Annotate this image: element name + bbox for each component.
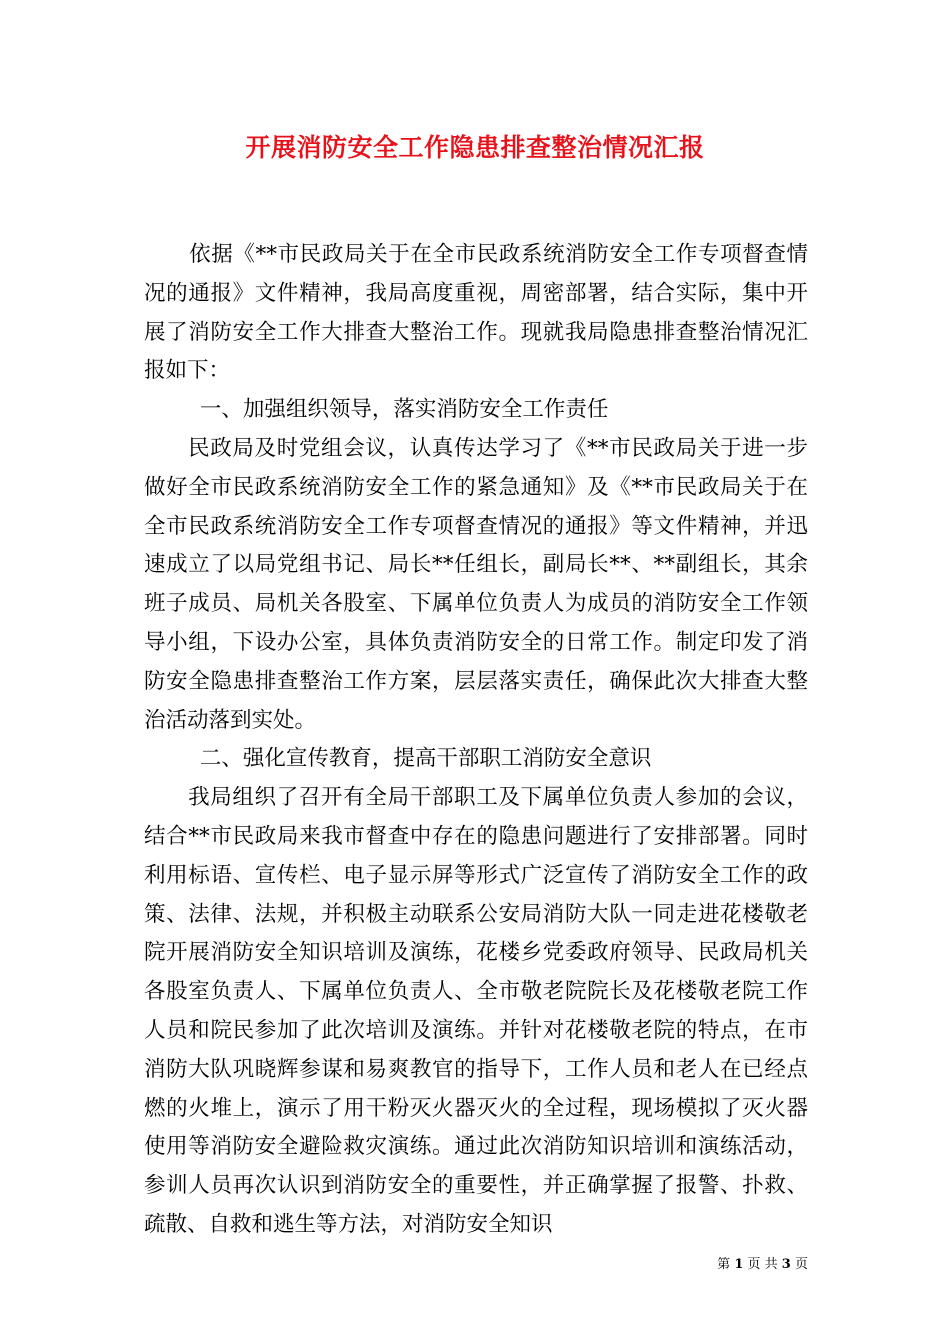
footer-suffix: 页	[794, 1257, 808, 1272]
footer-current-page: 1	[734, 1257, 744, 1272]
section-2-paragraph: 我局组织了召开有全局干部职工及下属单位负责人参加的会议，结合**市民政局来我市督查中存在的隐患问题进行了安排部署。同时利用标语、宣传栏、电子显示屏等形式广泛宣传了消防安全工作的政策、法律、法规，并积极主动联系公安局消防大队一同走进花楼敬老院开展消防安全知识培训及演练，花楼乡党委政府领导、民政局机关各股室负责人、下属单位负责人、全市敬老院院长及花楼敬老院工作人员和院民参加了此次培训及演练。并针对花楼敬老院的特点，在市消防大队巩晓辉参谋和易爽教官的指导下，工作人员和老人在已经点燃的火堆上，演示了用干粉灭火器灭火的全过程，现场模拟了灭火器使用等消防安全避险救灾演练。通过此次消防知识培训和演练活动，参训人员再次认识到消防安全的重要性，并正确掌握了报警、扑救、疏散、自救和逃生等方法，对消防安全知识	[144, 785, 808, 1237]
document-title: 开展消防安全工作隐患排查整治情况汇报	[245, 133, 705, 162]
intro-paragraph: 依据《**市民政局关于在全市民政系统消防安全工作专项督查情况的通报》文件精神，我局高度重视，周密部署，结合实际，集中开展了消防安全工作大排查大整治工作。现就我局隐患排查整治情况汇报如下：	[144, 242, 808, 384]
footer-middle: 页 共	[747, 1257, 778, 1272]
section-heading-1: 一、加强组织领导，落实消防安全工作责任	[199, 397, 609, 423]
page-number-footer	[700, 1256, 808, 1274]
footer-total-pages: 3	[781, 1257, 791, 1272]
document-body	[144, 236, 808, 1245]
section-1-paragraph: 民政局及时党组会议，认真传达学习了《**市民政局关于进一步做好全市民政系统消防安全工作的紧急通知》及《**市民政局关于在全市民政系统消防安全工作专项督查情况的通报》等文件精神，并迅速成立了以局党组书记、局长**任组长，副局长**、**副组长，其余班子成员、局机关各股室、下属单位负责人为成员的消防安全工作领导小组，下设办公室，具体负责消防安全的日常工作。制定印发了消防安全隐患排查整治工作方案，层层落实责任，确保此次大排查大整治活动落到实处。	[144, 435, 808, 733]
footer-prefix: 第	[717, 1257, 731, 1272]
section-heading-2: 二、强化宣传教育，提高干部职工消防安全意识	[199, 746, 652, 772]
